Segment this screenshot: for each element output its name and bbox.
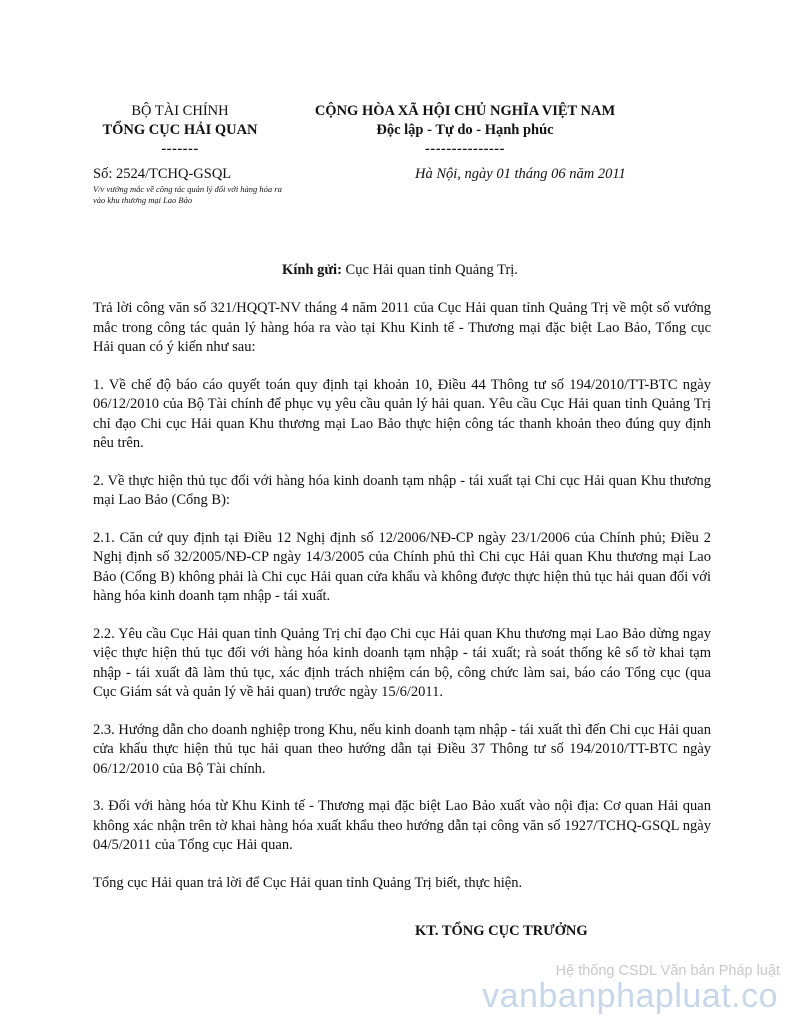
body-paragraph: 2. Về thực hiện thủ tục đối với hàng hóa kinh doanh tạm nhập - tái xuất tại Chi cục Hải quan Khu thương mại Lao Bảo (Cổng B): xyxy=(93,472,711,508)
agency-name: TỔNG CỤC HẢI QUAN xyxy=(102,122,258,138)
body-paragraph: 2.2. Yêu cầu Cục Hải quan tỉnh Quảng Trị chỉ đạo Chi cục Hải quan Khu thương mại Lao Bảo dừng ngay việc thực hiện thủ tục đối với hàng hóa kinh doanh tạm nhập - tái xuất; rà soát thống kê số tờ khai tạm nhập - tái xuất đã làm thủ tục, xác định trách nhiệm cán bộ, công chức làm sai, báo cáo Tổng cục (qua Cục Giám sát và quản lý về hải quan) trước ngày 15/6/2011. xyxy=(93,625,711,700)
agency-divider: ------- xyxy=(161,141,199,157)
document-date: Hà Nội, ngày 01 tháng 06 năm 2011 xyxy=(415,166,626,182)
document-body xyxy=(93,299,711,911)
signature-title: KT. TỔNG CỤC TRƯỞNG xyxy=(415,923,588,939)
body-paragraph: 2.1. Căn cứ quy định tại Điều 12 Nghị định số 12/2006/NĐ-CP ngày 23/1/2006 của Chính phủ; Điều 2 Nghị định số 32/2005/NĐ-CP ngày 14/3/2005 của Chính phủ thì Chi cục Hải quan Khu thương mại Lao Bảo (Cổng B) không phải là Chi cục Hải quan cửa khẩu và không được thực hiện thủ tục hải quan đối với hàng hóa kinh doanh tạm nhập - tái xuất. xyxy=(93,529,711,604)
ministry-name: BỘ TÀI CHÍNH xyxy=(131,103,229,119)
document-subject: V/v vướng mắc về công tác quản lý đối với hàng hóa ra vào khu thương mại Lao Bảo xyxy=(93,184,282,205)
body-paragraph: 3. Đối với hàng hóa từ Khu Kinh tế - Thương mại đặc biệt Lao Bảo xuất vào nội địa: Cơ quan Hải quan không xác nhận trên tờ khai hàng hóa xuất khẩu theo hướng dẫn tại công văn số 1927/TCHQ-GSQL ngày 04/5/2011 của Tổng cục Hải quan. xyxy=(93,798,711,853)
country-name: CỘNG HÒA XÃ HỘI CHỦ NGHĨA VIỆT NAM xyxy=(314,103,616,119)
body-paragraph: 2.3. Hướng dẫn cho doanh nghiệp trong Khu, nếu kinh doanh tạm nhập - tái xuất thì đến Chi cục Hải quan cửa khẩu thực hiện thủ tục hải quan theo hướng dẫn tại Điều 37 Thông tư số 194/2010/TT-BTC ngày 06/12/2010 của Bộ Tài chính. xyxy=(93,721,711,777)
body-paragraph: Trả lời công văn số 321/HQQT-NV tháng 4 năm 2011 của Cục Hải quan tỉnh Quảng Trị về một số vướng mắc trong công tác quản lý hàng hóa ra vào tại Khu Kinh tế - Thương mại đặc biệt Lao Bảo, Tổng cục Hải quan có ý kiến như sau: xyxy=(93,300,711,355)
national-header-block xyxy=(285,102,645,159)
body-paragraph: Tổng cục Hải quan trả lời để Cục Hải quan tỉnh Quảng Trị biết, thực hiện. xyxy=(93,874,523,891)
recipient-name: Cục Hải quan tỉnh Quảng Trị. xyxy=(341,262,518,278)
watermark-site: vanbanphapluat.co xyxy=(482,977,778,1015)
issuing-agency-block xyxy=(85,102,275,159)
watermark-caption: Hệ thống CSDL Văn bản Pháp luật xyxy=(555,963,780,979)
document-number: Số: 2524/TCHQ-GSQL xyxy=(93,166,232,182)
national-motto: Độc lập - Tự do - Hạnh phúc xyxy=(376,122,554,138)
recipient-line xyxy=(0,262,800,279)
recipient-label: Kính gửi: xyxy=(282,262,342,278)
motto-divider: --------------- xyxy=(425,141,505,157)
body-paragraph: 1. Về chế độ báo cáo quyết toán quy định tại khoản 10, Điều 44 Thông tư số 194/2010/TT-BTC ngày 06/12/2010 của Bộ Tài chính để phục vụ yêu cầu quản lý hải quan. Yêu cầu Cục Hải quan tỉnh Quảng Trị chỉ đạo Chi cục Hải quan Khu thương mại Lao Bảo thực hiện công tác thanh khoản theo đúng quy định nêu trên. xyxy=(93,376,711,451)
